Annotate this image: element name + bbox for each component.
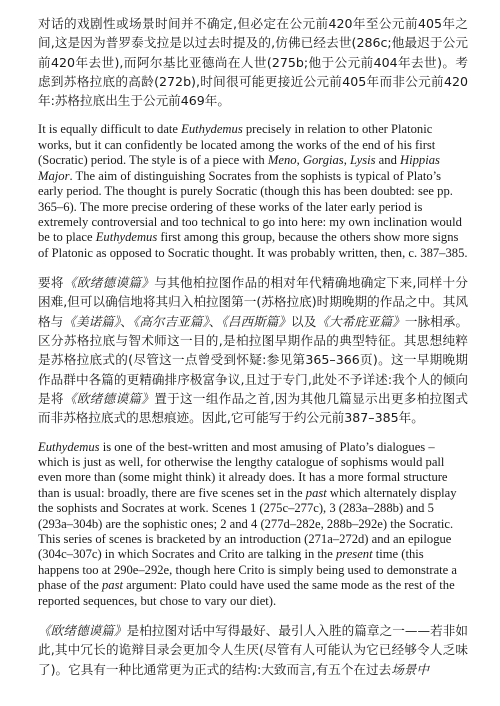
italic-text-run: present: [335, 547, 373, 562]
italic-text-run: past: [305, 485, 327, 500]
text-run: first among this group, because the others show more signs of Platonic as opposed to Socratic thought. It was probably written, then, c. 387–385.: [38, 230, 468, 260]
text-run: 要将: [38, 275, 64, 291]
italic-text-run: 场景中: [391, 661, 429, 677]
text-run: which alternately display the sophists and Socrates at work. Scenes 1 (275c–277c), 3 (283a–288b) and 5 (293a–304b) are the sophistic ones; 2 and 4 (277d–282e, 288b–292e) the Socratic. This series of scenes is bracketed by an introduction (271a–272d) and an epilogue (304c–307c) in which Socrates and Crito are talking in the: [38, 485, 457, 562]
text-run: 对话的戏剧性或场景时间并不确定,但必定在公元前420年至公元前405年之间,这是因为普罗泰戈拉是以过去时提及的,仿佛已经去世(286c;他最迟于公元前420年去世),而阿尔基比亚德尚在人世(275b;他于公元前404年去世)。考虑到苏格拉底的高龄(272b),时间很可能更接近公元前405年而非公元前420年:苏格拉底出生于公元前469年。: [38, 16, 468, 109]
text-run: time (this happens too at 290e–292e, though here Crito is simply being used to demonstrate a phase of the: [38, 547, 458, 593]
italic-text-run: 《吕西斯篇》: [221, 313, 292, 329]
paragraph-english-structure: [38, 440, 468, 609]
italic-text-run: Lysis: [350, 153, 376, 168]
text-run: precisely in relation to other Platonic works, but it can confidently be located among the works of the end of his first (Socratic) period. The style is of a piece with: [38, 122, 436, 168]
italic-text-run: past: [102, 578, 123, 593]
italic-text-run: Euthydemus: [181, 122, 243, 137]
document-page: [38, 14, 468, 691]
italic-text-run: 《欧绪德谟篇》: [38, 622, 127, 638]
italic-text-run: 《欧绪德谟篇》: [63, 275, 155, 291]
text-run: ,: [296, 153, 303, 168]
italic-text-run: Meno: [267, 153, 297, 168]
text-run: 与其他柏拉图作品的相对年代精确地确定下来,同样十分困难,但可以确信地将其归入柏拉图第一(苏格拉底)时期晚期的作品之中。其风格与: [38, 275, 469, 329]
italic-text-run: Euthydemus: [38, 439, 100, 454]
text-run: ,: [343, 153, 350, 168]
text-run: 置于这一组作品之首,因为其他几篇显示出更多柏拉图式而非苏格拉底式的思想痕迹。因此,它可能写于约公元前387–385年。: [38, 390, 469, 426]
text-run: is one of the best-written and most amusing of Plato’s dialogues – which is just as well, for otherwise the lengthy catalogue of sophisms would pall even more than (some might think) it already does. It has a more formal structure than is usual: broadly, there are five scenes set in the: [38, 439, 448, 500]
italic-text-run: 《欧绪德谟篇》: [63, 390, 155, 406]
text-run: 是柏拉图对话中写得最好、最引人入胜的篇章之一——若非如此,其中冗长的诡辩目录会更加令人生厌(尽管有人可能认为它已经够令人乏味了)。它具有一种比通常更为正式的结构:大致而言,有五个在过去: [38, 622, 469, 677]
text-run: and: [375, 153, 401, 168]
italic-text-run: 《高尔吉亚篇》: [132, 313, 209, 329]
paragraph-english-date-euthydemus: [38, 122, 468, 261]
text-run: 、: [208, 313, 222, 329]
paragraph-chinese-date-euthydemus: [38, 273, 468, 427]
text-run: 一脉相承。区分苏格拉底与智术师这一目的,是柏拉图早期作品的典型特征。其思想纯粹是苏格拉底式的(尽管这一点曾受到怀疑:参见第365–366页)。这一早期晚期作品群中各篇的更精确排序极富争议,且过于专门,此处不予详述:我个人的倾向是将: [38, 313, 469, 406]
paragraph-chinese-dating: [38, 14, 468, 110]
text-run: . The aim of distinguishing Socrates from the sophists is typical of Plato’s early period. The thought is purely Socratic (though this has been doubted: see pp. 365–6). The more precise ordering of these works of the later early period is extremely controversial and too technical to go into here: my own inclination would be to place: [38, 168, 462, 245]
italic-text-run: Gorgias: [302, 153, 344, 168]
italic-text-run: 《美诺篇》: [63, 313, 121, 329]
text-run: 以及: [291, 313, 317, 329]
italic-text-run: Euthydemus: [95, 230, 158, 245]
text-run: It is equally difficult to date: [38, 122, 182, 137]
italic-text-run: 《大希庇亚篇》: [316, 313, 405, 329]
paragraph-chinese-structure: [38, 621, 468, 679]
text-run: 、: [120, 313, 133, 329]
italic-text-run: Hippias Major: [38, 153, 440, 183]
text-run: argument: Plato could have used the same mode as the rest of the reported sequences, but chose to vary our diet).: [38, 578, 455, 608]
